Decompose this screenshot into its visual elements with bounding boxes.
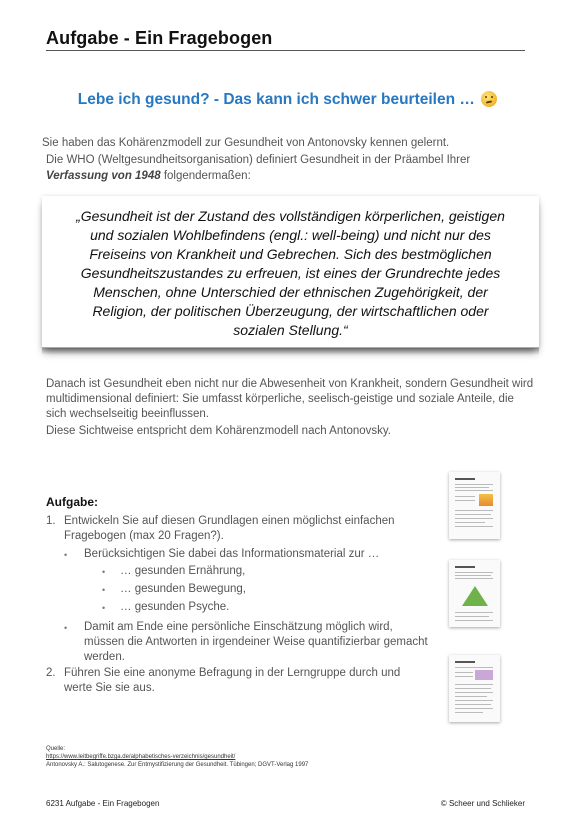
body-paragraph-2: Diese Sichtweise entspricht dem Kohärenzmodell nach Antonovsky. (46, 425, 391, 437)
thumbnail-line (455, 612, 493, 613)
thumbnail-line (455, 700, 493, 701)
bullet-icon: • (102, 585, 106, 595)
task-item-2-number: 2. (46, 667, 56, 679)
thumbnail-line (455, 484, 493, 485)
intro-line-2: Die WHO (Weltgesundheitsorganisation) definiert Gesundheit in der Präambel Ihrer (46, 154, 471, 166)
thumbnail-heading (455, 478, 475, 480)
thumbnail-pyramid-image (462, 586, 488, 606)
sources (46, 745, 308, 769)
subtitle-text: Lebe ich gesund? - Das kann ich schwer beurteilen … (77, 91, 475, 108)
thumbnail-line (455, 672, 473, 673)
thumbnail-line (455, 696, 487, 697)
thumbnail-line (455, 522, 485, 523)
bullet-icon: • (64, 550, 68, 560)
intro-line-3 (46, 170, 251, 182)
body-paragraph-1: Danach ist Gesundheit eben nicht nur die Abwesenheit von Krankheit, sondern Gesundheit wird multidimensional definiert: Sie umfasst körperliche, seelisch-geistige und soziale Anteile, die sich wechselseitig beeinflussen. (46, 378, 534, 420)
source-link[interactable]: https://www.leitbegriffe.bzga.de/alphabetisches-verzeichnis/gesundheit/ (46, 754, 236, 760)
footer-left: 6231 Aufgabe - Ein Fragebogen (46, 799, 160, 808)
page-title: Aufgabe - Ein Fragebogen (46, 28, 273, 48)
thumbnail-line (455, 572, 493, 573)
thumbnail-line (455, 578, 493, 579)
task-item-1-number: 1. (46, 515, 56, 527)
sub-item-quantify (64, 620, 434, 665)
title-divider (46, 50, 525, 51)
footer-copyright: © Scheer und Schlieker (440, 799, 525, 808)
quote-box (42, 196, 539, 348)
sub-sub-item-nutrition (102, 564, 402, 579)
thumbnail-line (455, 667, 493, 668)
thumbnail-heading (455, 661, 475, 663)
thumbnail-line (455, 692, 493, 693)
thumbnail-line (455, 704, 491, 705)
bullet-icon: • (102, 567, 106, 577)
sub-sub-item-exercise (102, 582, 402, 597)
task-item-2 (46, 666, 431, 696)
thumbnail-line (455, 510, 493, 511)
sub-sub-item-nutrition-text: … gesunden Ernährung, (120, 565, 246, 577)
task-heading: Aufgabe: (46, 495, 98, 509)
thumbnail-line (455, 684, 493, 685)
thumbnail-psyche-sheet[interactable] (449, 655, 500, 722)
task-item-1 (46, 514, 426, 544)
thumbnail-line (455, 676, 473, 677)
who-quote: „Gesundheit ist der Zustand des vollständigen körperlichen, geistigen und sozialen Wohlbefindens (engl.: well-being) und nicht nur des Freiseins von Krankheit und Gebrechen. Sich des bestmöglichen Gesundheitszustandes zu erfreuen, ist eines der Grundrechte jedes Menschen, ohne Unterschied der ethnischen Zugehörigkeit, der Religion, der politischen Überzeugung, der wirtschaftlichen oder sozialen Stellung.“ (76, 208, 505, 338)
thumbnail-food-image (479, 494, 493, 506)
thumbnail-line (455, 490, 493, 491)
thumbnail-heading (455, 566, 475, 568)
intro-line-1: Sie haben das Kohärenzmodell zur Gesundheit von Antonovsky kennen gelernt. (42, 137, 450, 149)
thumbnail-nutrition-sheet[interactable] (449, 472, 500, 539)
thumbnail-line (455, 526, 493, 527)
constitution-emphasis: Verfassung von 1948 (46, 170, 161, 182)
subtitle (0, 91, 575, 109)
thumbnail-line (455, 487, 489, 488)
thumbnail-image (475, 670, 493, 680)
bullet-icon: • (64, 623, 68, 633)
source-reference: Antonovsky A.: Salutogenese. Zur Entmystifizierung der Gesundheit. Tübingen; DGVT-Verlag 1997 (46, 762, 309, 768)
thumbnail-line (455, 514, 491, 515)
bullet-icon: • (102, 603, 106, 613)
thumbnail-line (455, 708, 493, 709)
task-item-1-text: Entwickeln Sie auf diesen Grundlagen einen möglichst einfachen Fragebogen (max 20 Fragen?). (64, 515, 395, 542)
thumbnail-line (455, 620, 493, 621)
thumbnail-line (455, 616, 489, 617)
sources-label: Quelle: (46, 746, 66, 752)
sub-item-info (64, 547, 444, 562)
sub-sub-item-exercise-text: … gesunden Bewegung, (120, 583, 246, 595)
thumbnail-line (455, 518, 493, 519)
sub-sub-item-psyche (102, 600, 402, 615)
thumbnail-exercise-sheet[interactable] (449, 560, 500, 627)
thumbnail-line (455, 496, 475, 497)
thumbnail-line (455, 575, 491, 576)
thumbnail-line (455, 712, 483, 713)
thumbnail-line (455, 688, 491, 689)
thumbnail-line (455, 500, 475, 501)
sub-item-info-text: Berücksichtigen Sie dabei das Informationsmaterial zur … (84, 548, 380, 560)
thinking-face-icon (481, 91, 497, 107)
intro-line-3-rest: folgendermaßen: (160, 170, 251, 182)
sub-sub-item-psyche-text: … gesunden Psyche. (120, 601, 230, 613)
sub-item-quantify-text: Damit am Ende eine persönliche Einschätzung möglich wird, müssen die Antworten in irgendeiner Weise quantifizierbar gemacht werden. (84, 621, 428, 663)
task-item-2-text: Führen Sie eine anonyme Befragung in der Lerngruppe durch und werte Sie sie aus. (64, 667, 401, 694)
